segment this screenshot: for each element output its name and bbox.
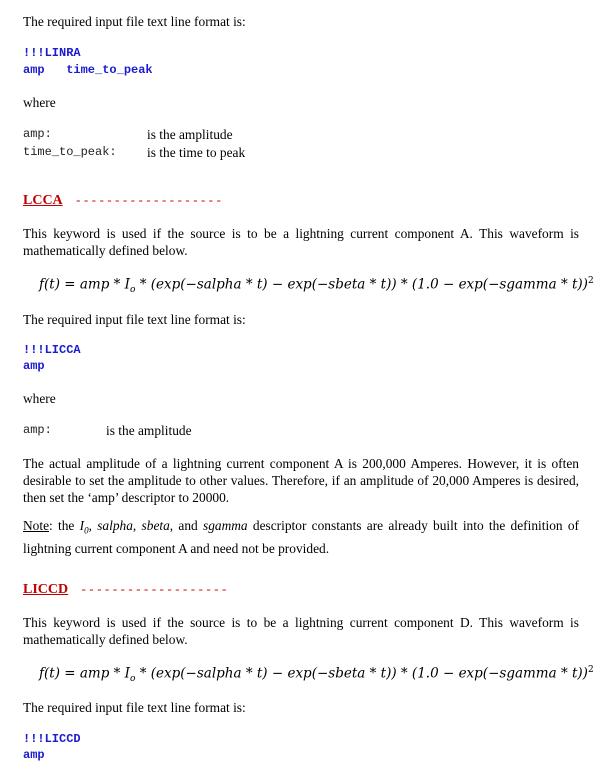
code-line-linra-keyword: !!!LINRA <box>23 46 81 60</box>
lcca-formula-lhs: f(t) = amp * I <box>39 276 131 293</box>
code-line-liccd-params: amp <box>23 748 45 762</box>
note-text-2: , <box>88 518 98 533</box>
note-i0-sub: 0 <box>84 525 89 536</box>
lcca-description: This keyword is used if the source is to be a lightning current component A. This waveform is mathematically defined below. <box>23 226 579 258</box>
lcca-param-desc-amp: is the amplitude <box>106 423 192 438</box>
param-desc-amp: is the amplitude <box>147 127 233 142</box>
note-label: Note <box>23 518 50 533</box>
where-label-lcca: where <box>23 391 56 406</box>
lcca-heading-dashes: ------------------- <box>74 194 223 208</box>
liccd-formula-sup: 2 <box>587 665 594 675</box>
liccd-description: This keyword is used if the source is to be a lightning current component D. This waveform is mathematically defined below. <box>23 615 579 647</box>
code-line-licca-params: amp <box>23 359 45 373</box>
where-label-linra: where <box>23 95 56 110</box>
code-line-licca-keyword: !!!LICCA <box>23 343 81 357</box>
param-name-amp: amp: <box>23 127 52 141</box>
liccd-formula <box>39 665 594 684</box>
liccd-formula-rhs: * (exp(−salpha * t) − exp(−sbeta * t)) * (1.0 − exp(−sgamma * t)) <box>135 665 588 682</box>
format-intro-liccd: The required input file text line format is: <box>23 700 246 715</box>
lcca-note <box>23 517 579 557</box>
note-i0: I <box>79 518 85 533</box>
note-sgamma: sgamma <box>202 518 248 533</box>
section-heading-liccd <box>23 580 228 598</box>
section-heading-lcca <box>23 191 223 209</box>
format-intro-lcca: The required input file text line format is: <box>23 312 246 327</box>
note-text-5: descriptor constants are already built into the definition of lightning current component A and need not be provided. <box>23 518 579 556</box>
lcca-formula-sub: o <box>130 285 136 296</box>
liccd-heading-text: LICCD <box>23 582 69 597</box>
code-line-liccd-keyword: !!!LICCD <box>23 732 81 746</box>
liccd-heading-dashes: ------------------- <box>80 583 229 597</box>
liccd-formula-lhs: f(t) = amp * I <box>39 665 131 682</box>
liccd-formula-sub: o <box>130 674 136 685</box>
format-intro-linra: The required input file text line format is: <box>23 14 246 29</box>
lcca-formula-sup: 2 <box>587 276 594 286</box>
lcca-formula-rhs: * (exp(−salpha * t) − exp(−sbeta * t)) * (1.0 − exp(−sgamma * t)) <box>135 276 588 293</box>
lcca-formula <box>39 276 594 295</box>
note-text-3: , <box>132 518 142 533</box>
lcca-amplitude-note: The actual amplitude of a lightning current component A is 200,000 Amperes. However, it is often desirable to set the amplitude to other values. Therefore, if an amplitude of 20,000 Amperes is desired, then set the ‘amp’ descriptor to 20000. <box>23 456 579 505</box>
param-desc-time-to-peak: is the time to peak <box>147 145 246 160</box>
note-salpha: salpha <box>97 518 133 533</box>
note-text-4: , and <box>169 518 203 533</box>
note-text-1: : the <box>49 518 80 533</box>
lcca-heading-text: LCCA <box>23 193 63 208</box>
param-name-time-to-peak: time_to_peak: <box>23 145 117 159</box>
code-line-linra-params: amp time_to_peak <box>23 63 153 77</box>
note-sbeta: sbeta <box>141 518 170 533</box>
lcca-param-name-amp: amp: <box>23 423 52 437</box>
